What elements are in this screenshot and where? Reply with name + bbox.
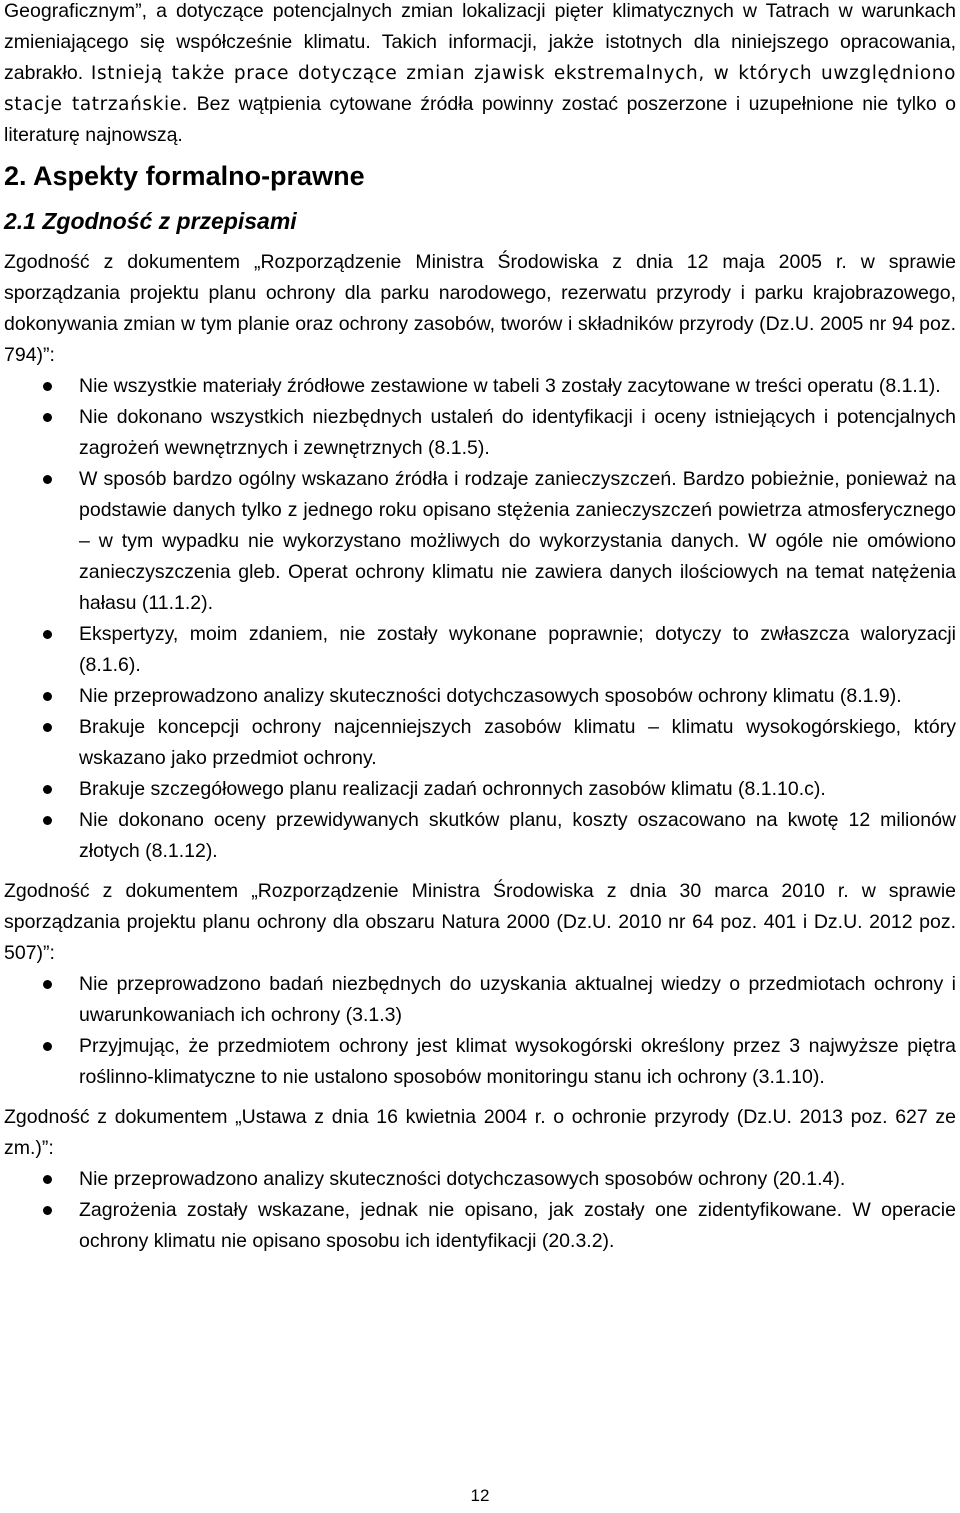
compliance-list-1 (4, 371, 956, 867)
list-item: Nie dokonano wszystkich niezbędnych ustaleń do identyfikacji i oceny istniejących i potencjalnych zagrożeń wewnętrznych i zewnętrznych (8.1.5). (4, 402, 956, 464)
list-item: Ekspertyzy, moim zdaniem, nie zostały wykonane poprawnie; dotyczy to zwłaszcza waloryzacji (8.1.6). (4, 619, 956, 681)
compliance-paragraph-3: Zgodność z dokumentem „Ustawa z dnia 16 kwietnia 2004 r. o ochronie przyrody (Dz.U. 2013 poz. 627 ze zm.)”: (4, 1106, 956, 1159)
intro-text-part-2: Istnieją także prace dotyczące zmian zjawisk ekstremalnych, w których uwzględniono stacje tatrzańskie. (4, 63, 957, 115)
list-item: Nie dokonano oceny przewidywanych skutków planu, koszty oszacowano na kwotę 12 milionów złotych (8.1.12). (4, 805, 956, 867)
section-heading: 2. Aspekty formalno-prawne (4, 161, 365, 191)
list-item: Nie przeprowadzono badań niezbędnych do uzyskania aktualnej wiedzy o przedmiotach ochrony i uwarunkowaniach ich ochrony (3.1.3) (4, 969, 956, 1031)
list-item: W sposób bardzo ogólny wskazano źródła i rodzaje zanieczyszczeń. Bardzo pobieżnie, ponieważ na podstawie danych tylko z jednego roku opisano stężenia zanieczyszczeń powietrza atmosferycznego – w tym wypadku nie wykorzystano możliwych do wykorzystania danych. W ogóle nie omówiono zanieczyszczenia gleb. Operat ochrony klimatu nie zawiera danych ilościowych na temat natężenia hałasu (11.1.2). (4, 464, 956, 619)
list-item: Brakuje koncepcji ochrony najcenniejszych zasobów klimatu – klimatu wysokogórskiego, który wskazano jako przedmiot ochrony. (4, 712, 956, 774)
list-item: Brakuje szczegółowego planu realizacji zadań ochronnych zasobów klimatu (8.1.10.c). (4, 774, 956, 805)
intro-text-part-3: Bez wątpienia cytowane źródła powinny zostać poszerzone i uzupełnione nie tylko o literaturę najnowszą. (4, 93, 957, 146)
list-item: Zagrożenia zostały wskazane, jednak nie opisano, jak zostały one zidentyfikowane. W operacie ochrony klimatu nie opisano sposobu ich identyfikacji (20.3.2). (4, 1195, 956, 1257)
list-item: Nie przeprowadzono analizy skuteczności dotychczasowych sposobów ochrony klimatu (8.1.9). (4, 681, 956, 712)
page-number: 12 (470, 1486, 490, 1505)
list-item: Nie przeprowadzono analizy skuteczności dotychczasowych sposobów ochrony (20.1.4). (4, 1164, 956, 1195)
intro-paragraph (4, 0, 956, 151)
list-item: Nie wszystkie materiały źródłowe zestawione w tabeli 3 zostały zacytowane w treści operatu (8.1.1). (4, 371, 956, 402)
list-item: Przyjmując, że przedmiotem ochrony jest klimat wysokogórski określony przez 3 najwyższe piętra roślinno-klimatyczne to nie ustalono sposobów monitoringu stanu ich ochrony (3.1.10). (4, 1031, 956, 1093)
subsection-heading: 2.1 Zgodność z przepisami (4, 208, 297, 234)
compliance-paragraph-1: Zgodność z dokumentem „Rozporządzenie Ministra Środowiska z dnia 12 maja 2005 r. w sprawie sporządzania projektu planu ochrony dla parku narodowego, rezerwatu przyrody i parku krajobrazowego, dokonywania zmian w tym planie oraz ochrony zasobów, tworów i składników przyrody (Dz.U. 2005 nr 94 poz. 794)”: (4, 251, 956, 366)
intro-text-part-1: Geograficznym”, a dotyczące potencjalnych zmian lokalizacji pięter klimatycznych w Tatrach w warunkach zmieniającego się współcześnie klimatu. Takich informacji, jakże istotnych dla niniejszego opracowania, zabrakło. (4, 0, 956, 84)
document-page (4, 0, 956, 1257)
compliance-paragraph-2: Zgodność z dokumentem „Rozporządzenie Ministra Środowiska z dnia 30 marca 2010 r. w sprawie sporządzania projektu planu ochrony dla obszaru Natura 2000 (Dz.U. 2010 nr 64 poz. 401 i Dz.U. 2012 poz. 507)”: (4, 880, 956, 964)
compliance-list-2 (4, 969, 956, 1093)
compliance-list-3 (4, 1164, 956, 1257)
